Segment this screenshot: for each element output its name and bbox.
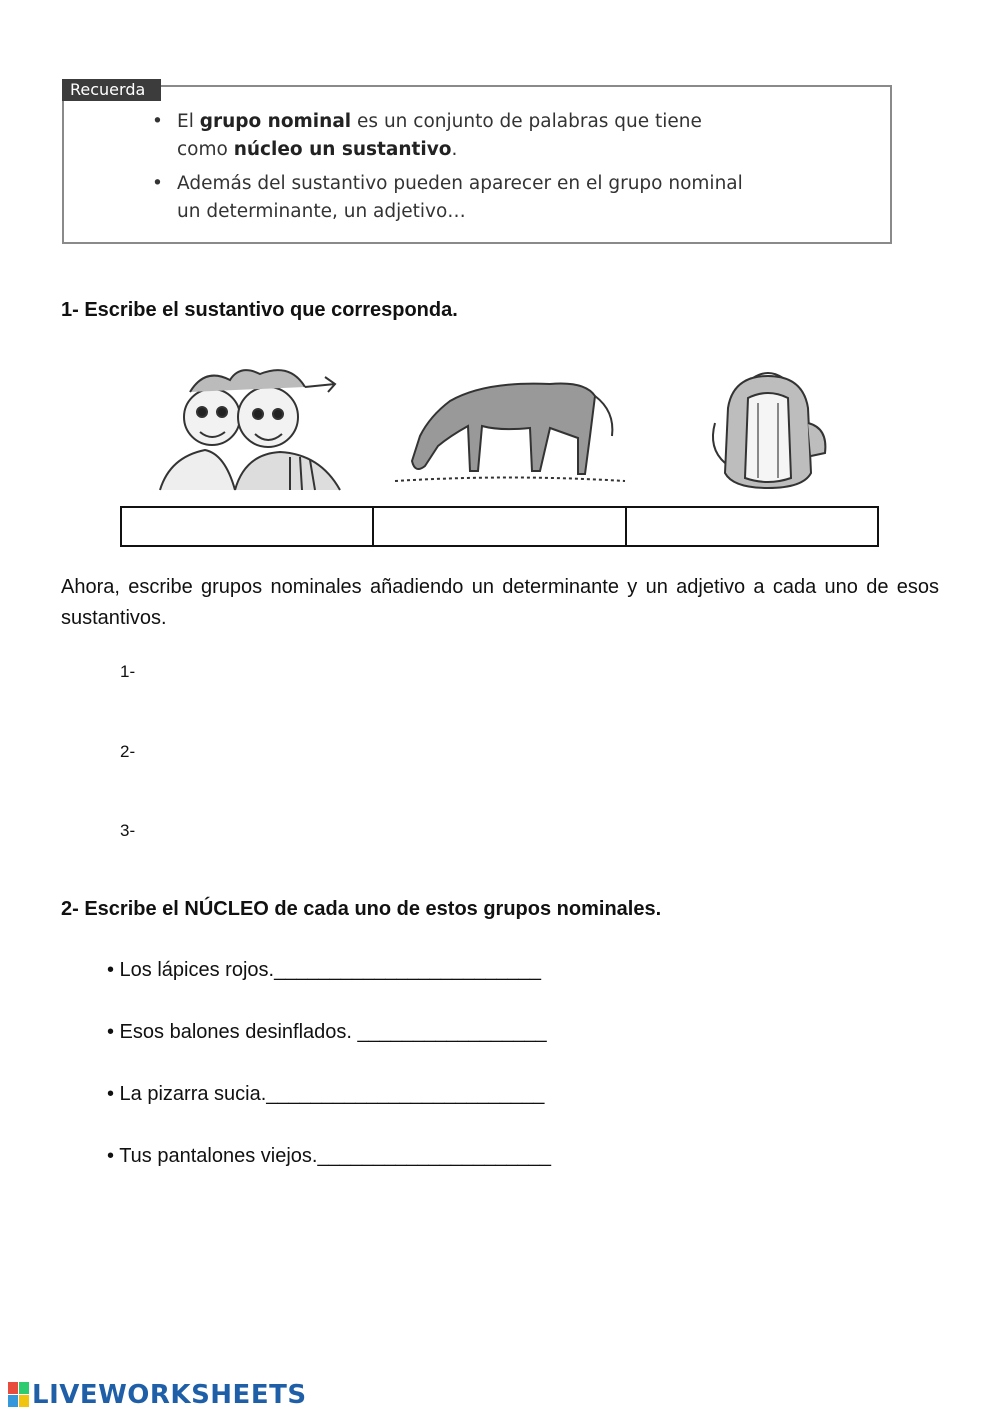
footer-brand[interactable]: LIVEWORKSHEETS [32,1380,307,1410]
bullet: • [152,111,163,132]
answer-cell[interactable] [122,508,374,545]
footer [8,1380,307,1410]
liveworksheets-logo-icon [8,1382,30,1408]
answer-table [120,506,879,547]
text: Además del sustantivo pueden aparecer en el grupo nominal [177,173,743,194]
answer-line-number: 1- [120,662,136,681]
recuerda-tag: Recuerda [62,79,161,101]
text: . [451,139,458,160]
answer-cell[interactable] [374,508,626,545]
exercise2-heading: 2- Escribe el NÚCLEO de cada uno de estos grupos nominales. [61,898,662,920]
exercise2-item[interactable]: • Esos balones desinflados. _________________ [107,1021,547,1043]
backpack-illustration [703,368,833,490]
text: como [177,139,234,160]
recuerda-list [152,108,832,232]
answer-line-number: 3- [120,821,136,840]
clowns-illustration [150,362,345,492]
recuerda-item [152,108,832,164]
exercise2-item[interactable]: • Tus pantalones viejos._____________________ [107,1145,552,1167]
text: un determinante, un adjetivo… [177,201,466,222]
bold-text: grupo nominal [199,111,352,132]
answer-line-number: 2- [120,742,136,761]
text: es un conjunto de palabras que tiene [351,111,702,132]
bullet: • [152,173,163,194]
recuerda-item [152,170,832,226]
answer-cell[interactable] [627,508,877,545]
text: El [177,111,200,132]
exercise1-heading: 1- Escribe el sustantivo que corresponda. [61,299,458,321]
exercise2-item[interactable]: • La pizarra sucia._________________________ [107,1083,545,1105]
exercise2-item[interactable]: • Los lápices rojos.________________________ [107,959,542,981]
bold-text: núcleo un sustantivo [233,139,452,160]
instruction-paragraph: Ahora, escribe grupos nominales añadiendo un determinante y un adjetivo a cada uno de esos sustantivos. [61,576,939,629]
horse-illustration [390,366,626,486]
